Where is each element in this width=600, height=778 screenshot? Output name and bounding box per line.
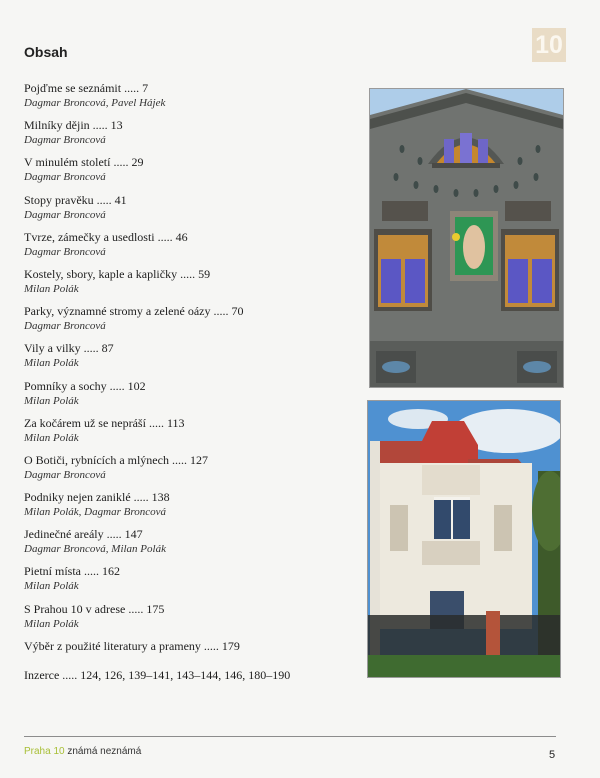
villa-facade-photo bbox=[369, 88, 564, 388]
chapter-badge: 10 bbox=[532, 28, 566, 62]
toc-entry-author: Dagmar Broncová bbox=[24, 208, 106, 221]
footer-subtitle: známá neznámá bbox=[67, 746, 142, 757]
toc-entry bbox=[24, 266, 354, 303]
toc-entry-title: Milníky dějin ..... 13 bbox=[24, 118, 123, 133]
toc-entry-author: Dagmar Broncová bbox=[24, 171, 106, 184]
footer-divider bbox=[24, 736, 556, 737]
page-number: 5 bbox=[549, 749, 556, 761]
toc-entry bbox=[24, 229, 354, 266]
toc-entry-title: Pojďme se seznámit ..... 7 bbox=[24, 81, 149, 95]
toc-entry-title: Inzerce ..... 124, 126, 139–141, 143–144, 146, 180–190 bbox=[24, 667, 291, 682]
toc-entry-title: Parky, významné stromy a zelené oázy ..... 70 bbox=[24, 304, 244, 319]
toc-entry bbox=[24, 667, 354, 696]
toc-entry-title: Pietní místa ..... 162 bbox=[24, 564, 120, 579]
toc-entry-title: Kostely, sbory, kaple a kapličky ..... 59 bbox=[24, 266, 211, 281]
toc-entry bbox=[24, 117, 354, 154]
toc-entry-title: S Prahou 10 v adrese ..... 175 bbox=[24, 601, 165, 616]
toc-entry bbox=[24, 415, 354, 452]
toc-entry bbox=[24, 378, 354, 415]
toc-entry-title: Jedinečné areály ..... 147 bbox=[24, 527, 143, 542]
toc-entry-author: Milan Polák bbox=[24, 431, 79, 444]
toc-entry-author: Milan Polák bbox=[24, 357, 79, 370]
table-of-contents bbox=[24, 80, 354, 696]
toc-entry bbox=[24, 154, 354, 191]
toc-entry-title: Pomníky a sochy ..... 102 bbox=[24, 378, 146, 393]
toc-entry-author: Dagmar Broncová, Milan Polák bbox=[24, 543, 166, 556]
toc-entry-author: Milan Polák bbox=[24, 617, 79, 630]
toc-entry-author: Milan Polák, Dagmar Broncová bbox=[24, 506, 166, 519]
toc-entry-author: Milan Polák bbox=[24, 580, 79, 593]
toc-entry-author: Milan Polák bbox=[24, 394, 79, 407]
toc-entry-title: Vily a vilky ..... 87 bbox=[24, 341, 114, 356]
toc-entry bbox=[24, 192, 354, 229]
toc-entry-title: V minulém století ..... 29 bbox=[24, 155, 144, 170]
toc-entry bbox=[24, 601, 354, 638]
toc-entry-title: Tvrze, zámečky a usedlosti ..... 46 bbox=[24, 229, 188, 244]
toc-entry-author: Dagmar Broncová bbox=[24, 245, 106, 258]
toc-entry-title: O Botiči, rybnících a mlýnech ..... 127 bbox=[24, 452, 208, 467]
toc-entry bbox=[24, 80, 354, 117]
page-title: Obsah bbox=[24, 44, 68, 60]
toc-entry-author: Milan Polák bbox=[24, 282, 79, 295]
toc-entry bbox=[24, 638, 354, 667]
toc-entry-title: Výběr z použité literatury a prameny ..... 179 bbox=[24, 638, 240, 653]
toc-entry-author: Dagmar Broncová, Pavel Hájek bbox=[24, 97, 166, 109]
toc-entry bbox=[24, 489, 354, 526]
footer-brand: Praha 10 bbox=[24, 746, 65, 757]
toc-entry-title: Podniky nejen zaniklé ..... 138 bbox=[24, 490, 170, 505]
toc-entry-author: Dagmar Broncová bbox=[24, 468, 106, 481]
villa-exterior-photo bbox=[367, 400, 561, 678]
footer-title bbox=[24, 746, 141, 757]
toc-entry bbox=[24, 452, 354, 489]
toc-entry-title: Stopy pravěku ..... 41 bbox=[24, 192, 127, 207]
toc-entry-author: Dagmar Broncová bbox=[24, 320, 106, 333]
toc-entry bbox=[24, 526, 354, 563]
toc-entry-title: Za kočárem už se nepráší ..... 113 bbox=[24, 415, 185, 430]
toc-entry-author: Dagmar Broncová bbox=[24, 134, 106, 147]
toc-entry bbox=[24, 563, 354, 600]
toc-entry bbox=[24, 340, 354, 377]
toc-entry bbox=[24, 303, 354, 340]
